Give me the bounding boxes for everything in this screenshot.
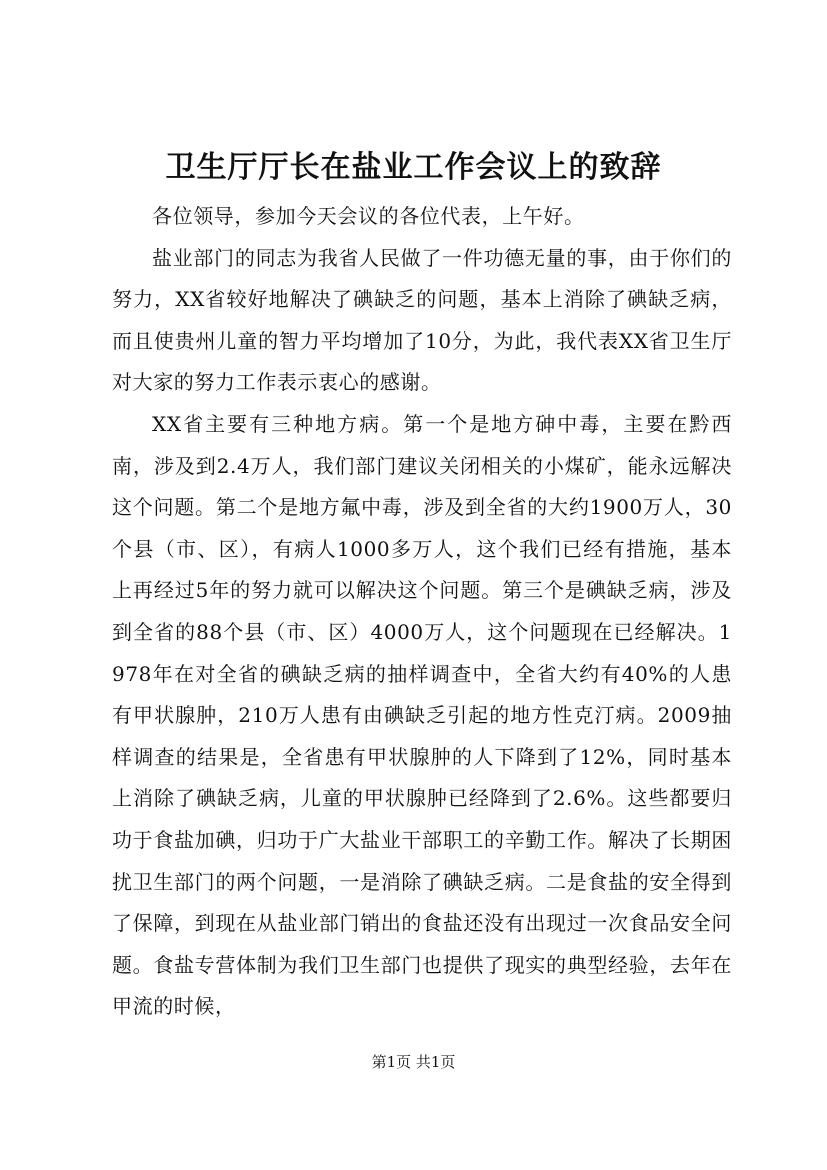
- paragraph-endemic-diseases: XX省主要有三种地方病。第一个是地方砷中毒，主要在黔西南，涉及到2.4万人，我们部门建议关闭相关的小煤矿，能永远解决这个问题。第二个是地方氟中毒，涉及到全省的大约1900万人，30个县（市、区），有病人1000多万人，这个我们已经有措施，基本上再经过5年的努力就可以解决这个问题。第三个是碘缺乏病，涉及到全省的88个县（市、区）4000万人，这个问题现在已经解决。1978年在对全省的碘缺乏病的抽样调查中，全省大约有40%的人患有甲状腺肿，210万人患有由碘缺乏引起的地方性克汀病。2009抽样调查的结果是，全省患有甲状腺肿的人下降到了12%，同时基本上消除了碘缺乏病，儿童的甲状腺肿已经降到了2.6%。这些都要归功于食盐加碘，归功于广大盐业干部职工的辛勤工作。解决了长期困扰卫生部门的两个问题，一是消除了碘缺乏病。二是食盐的安全得到了保障，到现在从盐业部门销出的食盐还没有出现过一次食品安全问题。食盐专营体制为我们卫生部门也提供了现实的典型经验，去年在甲流的时候，: [112, 411, 732, 1019]
- document-body: [112, 196, 732, 1028]
- document-title: 卫生厅厅长在盐业工作会议上的致辞: [165, 150, 662, 185]
- paragraph-greeting: 各位领导，参加今天会议的各位代表，上午好。: [152, 204, 585, 228]
- paragraph-thanks: 盐业部门的同志为我省人民做了一件功德无量的事，由于你们的努力，XX省较好地解决了碘缺乏的问题，基本上消除了碘缺乏病，而且使贵州儿童的智力平均增加了10分，为此，我代表XX省卫生厅对大家的努力工作表示衷心的感谢。: [112, 245, 732, 395]
- page-footer: 第1页 共1页: [371, 1053, 456, 1071]
